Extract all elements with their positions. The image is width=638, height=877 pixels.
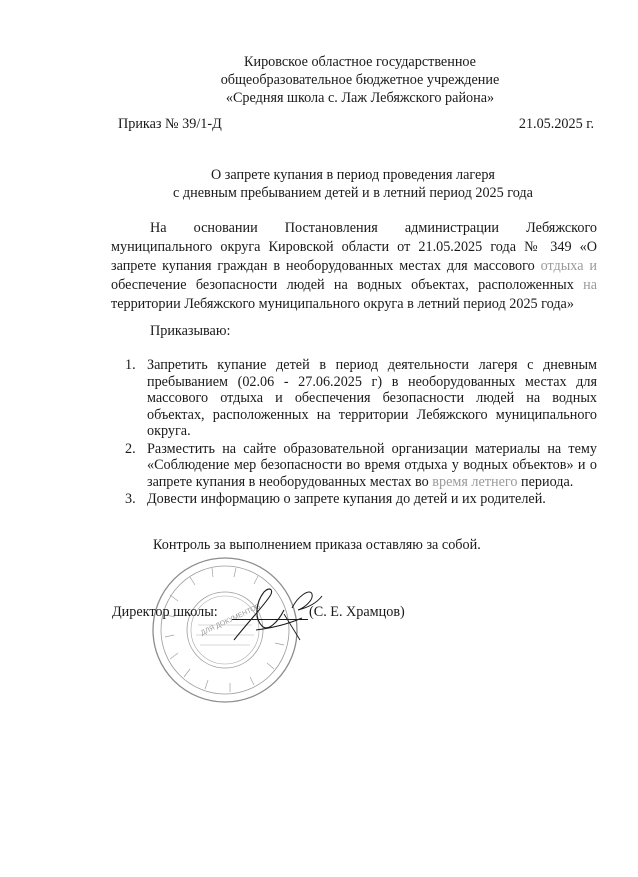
stamp-inner-text: ДЛЯ ДОКУМЕНТОВ [199,603,262,638]
order-items-list [111,357,597,509]
list-item-faded-text: время летнего [432,473,518,490]
title-line-2: с дневным пребыванием детей и в летний период 2025 года [173,185,533,201]
order-date: 21.05.2025 г. [518,116,594,132]
control-statement: Контроль за выполнением приказа оставляю за собой. [153,537,481,553]
title-line-1: О запрете купания в период проведения лагеря [211,167,495,183]
preamble-text-mid: обеспечение безопасности людей на водных объектах, расположенных [111,277,584,293]
list-item-number: 3. [125,491,136,507]
list-item-text: Разместить на сайте образовательной организации материалы на тему «Соблюдение мер безопасности во время отдыха у водных объектов» и о запрете купания в необорудованных местах во [147,440,597,490]
handwritten-signature [226,578,336,648]
header-line-2: общеобразовательное бюджетное учреждение [220,72,500,88]
preamble-faded-text: отдыха и [540,258,597,274]
list-item-text: Довести информацию о запрете купания до детей и их родителей. [147,491,546,507]
preamble-faded-text-2: на [583,277,597,293]
preamble-text-end: территории Лебяжского муниципального округа в летний период 2025 года» [111,296,574,312]
header-line-1: Кировское областное государственное [244,54,476,70]
signatory-name: (С. Е. Храмцов) [309,604,405,620]
document-title [110,166,596,202]
preamble-text: На основании Постановления администрации Лебяжского муниципального округа Кировской области от 21.05.2025 года № 349 «О запрете купания граждан в необорудованных местах для массового [111,220,597,274]
list-item-number: 2. [125,440,136,457]
order-number: Приказ № 39/1-Д [118,116,222,132]
institution-header [160,53,560,107]
header-line-3: «Средняя школа с. Лаж Лебяжского района» [225,90,495,106]
list-item-text-end: периода. [517,473,574,490]
preamble-paragraph [111,219,597,314]
list-item [111,491,597,508]
signature-title: Директор школы: [112,604,218,620]
decree-word: Приказываю: [150,323,231,339]
list-item-number: 1. [125,357,136,373]
list-item [111,357,597,440]
list-item [111,441,597,491]
list-item-text: Запретить купание детей в период деятельности лагеря с дневным пребыванием (02.06 - 27.06.2025 г) в необорудованных местах для массового отдыха и обеспечения безопасности людей на водных объектах, расположенных на территории Лебяжского муниципального округа. [147,357,597,439]
